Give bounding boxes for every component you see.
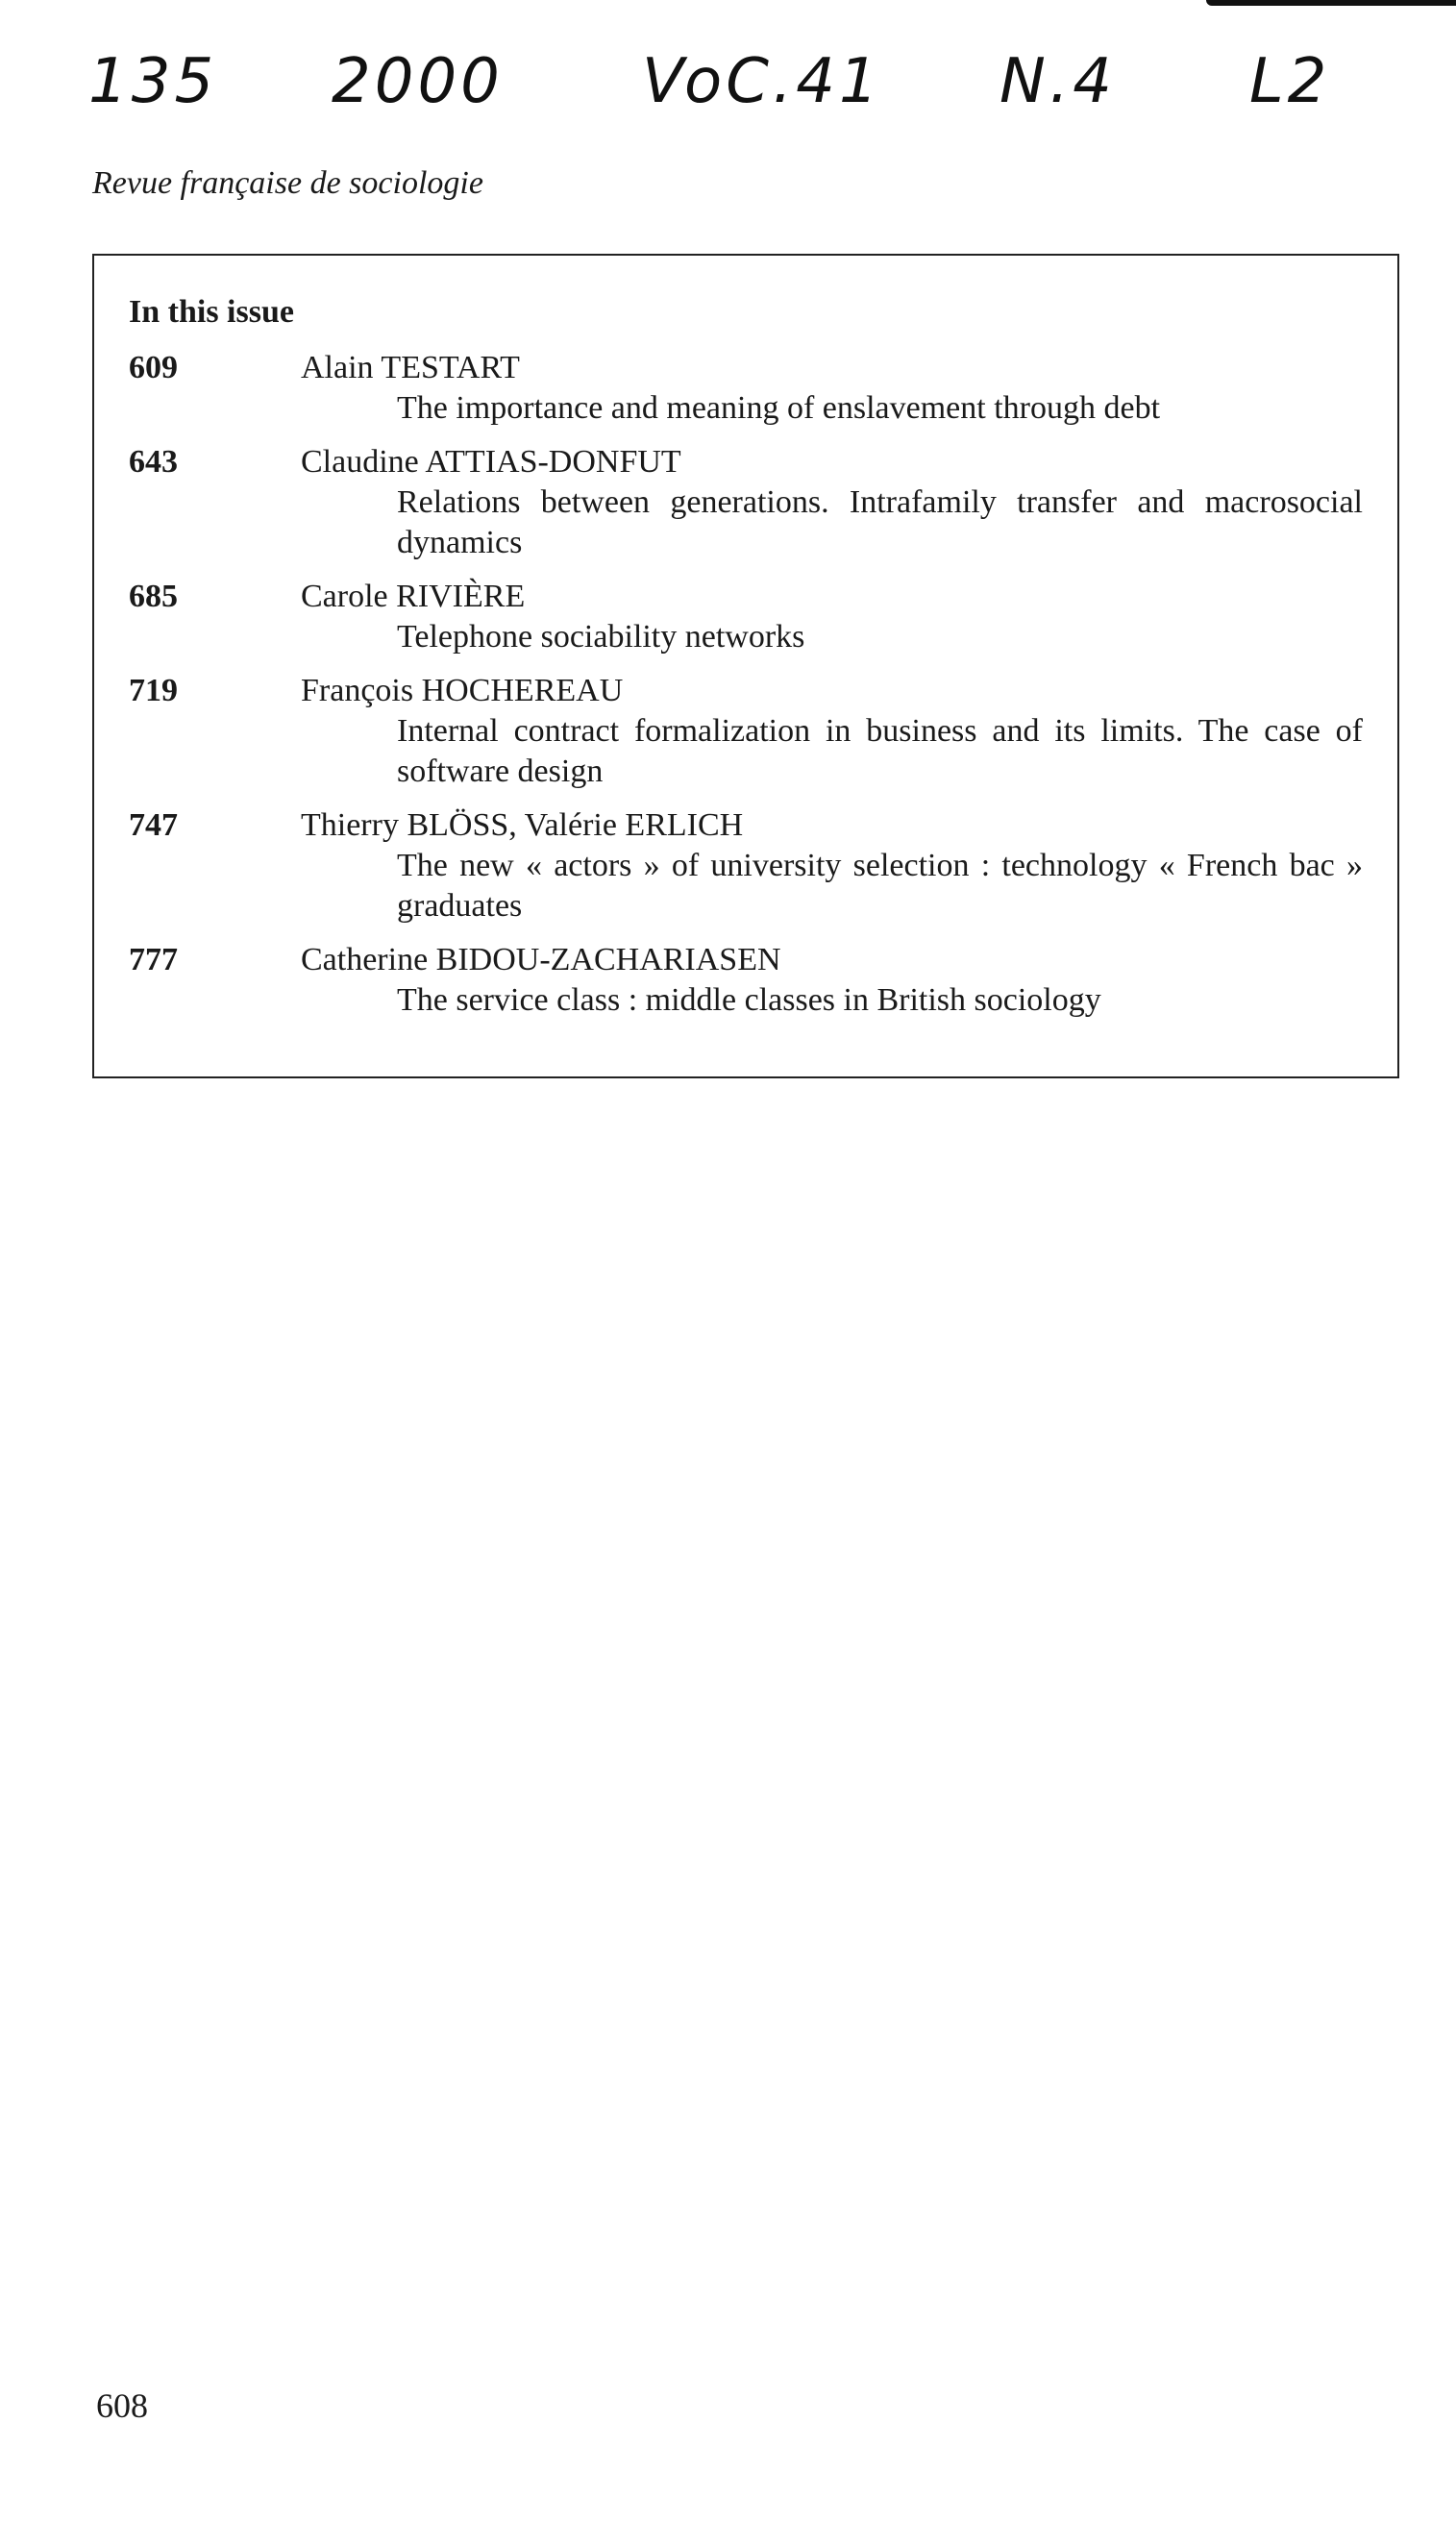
journal-title: Revue française de sociologie: [92, 165, 483, 201]
entry-author: François HOCHEREAU: [301, 673, 624, 708]
entry-page-number: 685: [129, 579, 178, 614]
annotation-item: 135: [88, 46, 218, 117]
entry-body: [301, 442, 1397, 563]
contents-entry: [94, 940, 1397, 1021]
contents-entry: [94, 442, 1397, 563]
top-edge-mark: [1206, 0, 1456, 6]
entry-body: [301, 348, 1397, 429]
entry-title: Relations between generations. Intrafamily transfer and macrosocial dynamics: [397, 484, 1363, 560]
contents-entry: [94, 805, 1397, 927]
entry-author: Catherine BIDOU-ZACHARIASEN: [301, 942, 781, 977]
contents-heading: In this issue: [129, 294, 294, 330]
entry-body: [301, 671, 1397, 792]
entry-title: The service class : middle classes in British sociology: [397, 982, 1101, 1018]
entry-title: The importance and meaning of enslavement through debt: [397, 390, 1161, 426]
contents-entry: [94, 671, 1397, 792]
entry-body: [301, 577, 1397, 657]
annotation-item: VoC.41: [642, 46, 882, 117]
annotation-item: N.4: [999, 46, 1116, 117]
entry-body: [301, 940, 1397, 1021]
annotation-item: 2000: [332, 46, 504, 117]
entry-title: Telephone sociability networks: [397, 619, 805, 655]
entry-author: Alain TESTART: [301, 350, 520, 385]
entry-page-number: 719: [129, 673, 178, 708]
entry-body: [301, 805, 1397, 927]
entry-title: Internal contract formalization in business and its limits. The case of software design: [397, 713, 1363, 789]
entry-author: Thierry BLÖSS, Valérie ERLICH: [301, 807, 744, 843]
entry-page-number: 643: [129, 444, 178, 480]
table-of-contents: [92, 254, 1399, 1078]
entry-page-number: 777: [129, 942, 178, 977]
annotation-item: L2: [1249, 46, 1331, 117]
entry-title: The new « actors » of university selection : technology « French bac » graduates: [397, 848, 1363, 924]
entry-author: Claudine ATTIAS-DONFUT: [301, 444, 681, 480]
handwritten-annotation: [0, 29, 1456, 154]
page-number: 608: [96, 2386, 148, 2425]
entry-author: Carole RIVIÈRE: [301, 579, 526, 614]
contents-list: [94, 348, 1397, 1034]
contents-entry: [94, 577, 1397, 657]
entry-page-number: 609: [129, 350, 178, 385]
contents-entry: [94, 348, 1397, 429]
entry-page-number: 747: [129, 807, 178, 843]
